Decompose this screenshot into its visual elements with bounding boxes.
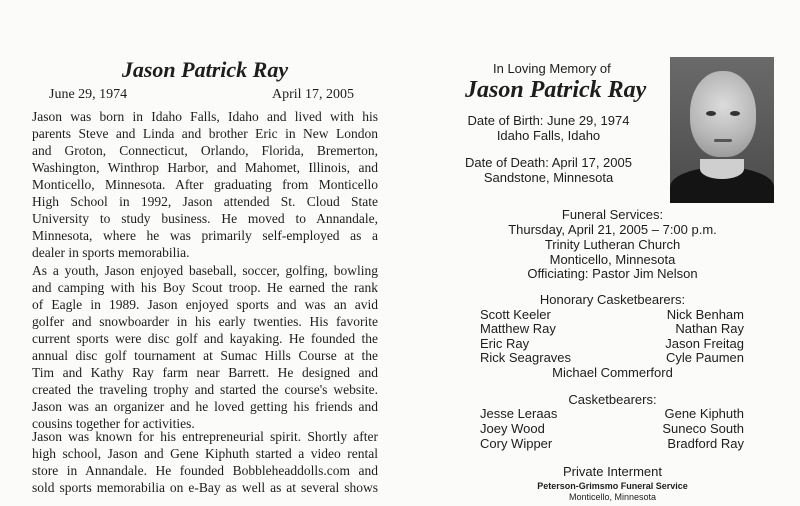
text-line: parents Steve and Linda and brother Eric in New London: [32, 126, 378, 141]
text-line: sold sports memorabilia on e-Bay as well as at several shows: [32, 480, 378, 495]
text-line: annual disc golf tournament at Sumac Hills Course at the: [32, 348, 378, 363]
collar-shape: [700, 159, 744, 179]
text-line: and camping with his Boy Scout troop. He earned the rank: [32, 280, 378, 295]
bearer-name: Gene Kiphuth: [664, 406, 744, 421]
bearer-name: Jason Freitag: [665, 336, 744, 351]
funeral-home: Peterson-Grimsmo Funeral Service: [537, 481, 688, 491]
bearer-name: Nathan Ray: [675, 321, 744, 336]
text-line: Jason was an organizer and he loved getting his friends and: [32, 399, 378, 414]
text-line: golfer and snowboarder in his early twenties. His favorite: [32, 314, 378, 329]
services-date: Thursday, April 21, 2005 – 7:00 p.m.: [508, 222, 717, 237]
services-church: Trinity Lutheran Church: [544, 237, 681, 252]
funeral-home-city: Monticello, Minnesota: [568, 492, 657, 502]
mouth-shape: [714, 139, 732, 142]
bearer-name: Matthew Ray: [480, 321, 556, 336]
birth-label: Date of Birth: June 29, 1974: [467, 113, 630, 128]
birth-place: Idaho Falls, Idaho: [496, 128, 601, 143]
text-line: University to study business. He moved to Annandale,: [32, 211, 378, 226]
bearer-name: Suneco South: [662, 421, 744, 436]
text-line: created the traveling trophy and started the course's website.: [32, 382, 378, 397]
eye-shape: [706, 111, 716, 116]
text-line: Washington, Winthrop Harbor, and Mahomet, Illinois, and: [32, 160, 378, 175]
text-line: Jason was known for his entrepreneurial spirit. Shortly after: [32, 429, 378, 444]
text-line: Minnesota, where he was primarily self-employed as a: [32, 228, 378, 243]
obituary-paragraph-1: [32, 108, 378, 261]
bearer-name: Joey Wood: [480, 421, 545, 436]
bearer-name: Bradford Ray: [667, 436, 744, 451]
bearer-name: Cyle Paumen: [665, 350, 744, 365]
obituary-paragraph-3: [32, 428, 378, 496]
death-date: April 17, 2005: [272, 87, 355, 102]
services-heading: Funeral Services:: [561, 207, 664, 222]
bearer-name: Jesse Leraas: [480, 406, 558, 421]
text-line: Jason was born in Idaho Falls, Idaho and lived with his: [32, 109, 378, 124]
memory-heading: In Loving Memory of: [493, 61, 611, 76]
text-line: of Eagle in 1989. Jason enjoyed sports and was an avid: [32, 297, 378, 312]
text-line: As a youth, Jason enjoyed baseball, soccer, golfing, bowling: [32, 263, 378, 278]
face-shape: [690, 71, 756, 157]
bearer-name: Nick Benham: [666, 307, 744, 322]
text-line: High School in 1992, Jason attended St. Cloud State: [32, 194, 378, 209]
interment: Private Interment: [563, 464, 662, 479]
birth-date: June 29, 1974: [49, 87, 128, 102]
honorary-heading: Honorary Casketbearers:: [539, 292, 686, 307]
death-label: Date of Death: April 17, 2005: [465, 155, 632, 170]
services-city: Monticello, Minnesota: [549, 252, 676, 267]
portrait-photo: [670, 57, 774, 203]
text-line: high school, Jason and Gene Kiphuth started a video rental: [32, 446, 378, 461]
obituary-title: Jason Patrick Ray: [121, 57, 289, 82]
text-line: cousins together for activities.: [32, 416, 195, 431]
bearer-name: Cory Wipper: [480, 436, 553, 451]
text-line: Tim and Kathy Ray farm near Barrett. He designed and: [32, 365, 378, 380]
death-place: Sandstone, Minnesota: [483, 170, 614, 185]
obituary-paragraph-2: [32, 262, 378, 432]
text-line: current sports were disc golf and kayaking. He founded the: [32, 331, 378, 346]
text-line: dealer in sports memorabilia.: [32, 245, 190, 260]
eye-shape: [730, 111, 740, 116]
text-line: store in Annandale. He founded Bobbleheaddolls.com and: [32, 463, 378, 478]
services-officiant: Officiating: Pastor Jim Nelson: [527, 266, 698, 281]
text-line: and Groton, Connecticut, Orlando, Florida, Bremerton,: [32, 143, 378, 158]
bearer-name: Scott Keeler: [480, 307, 551, 322]
bearer-name: Eric Ray: [480, 336, 530, 351]
text-line: Monticello, Minnesota. After graduating from Monticello: [32, 177, 378, 192]
bearer-name: Michael Commerford: [552, 365, 673, 380]
bearer-name: Rick Seagraves: [480, 350, 572, 365]
casket-heading: Casketbearers:: [568, 392, 657, 407]
memorial-name: Jason Patrick Ray: [465, 77, 647, 103]
